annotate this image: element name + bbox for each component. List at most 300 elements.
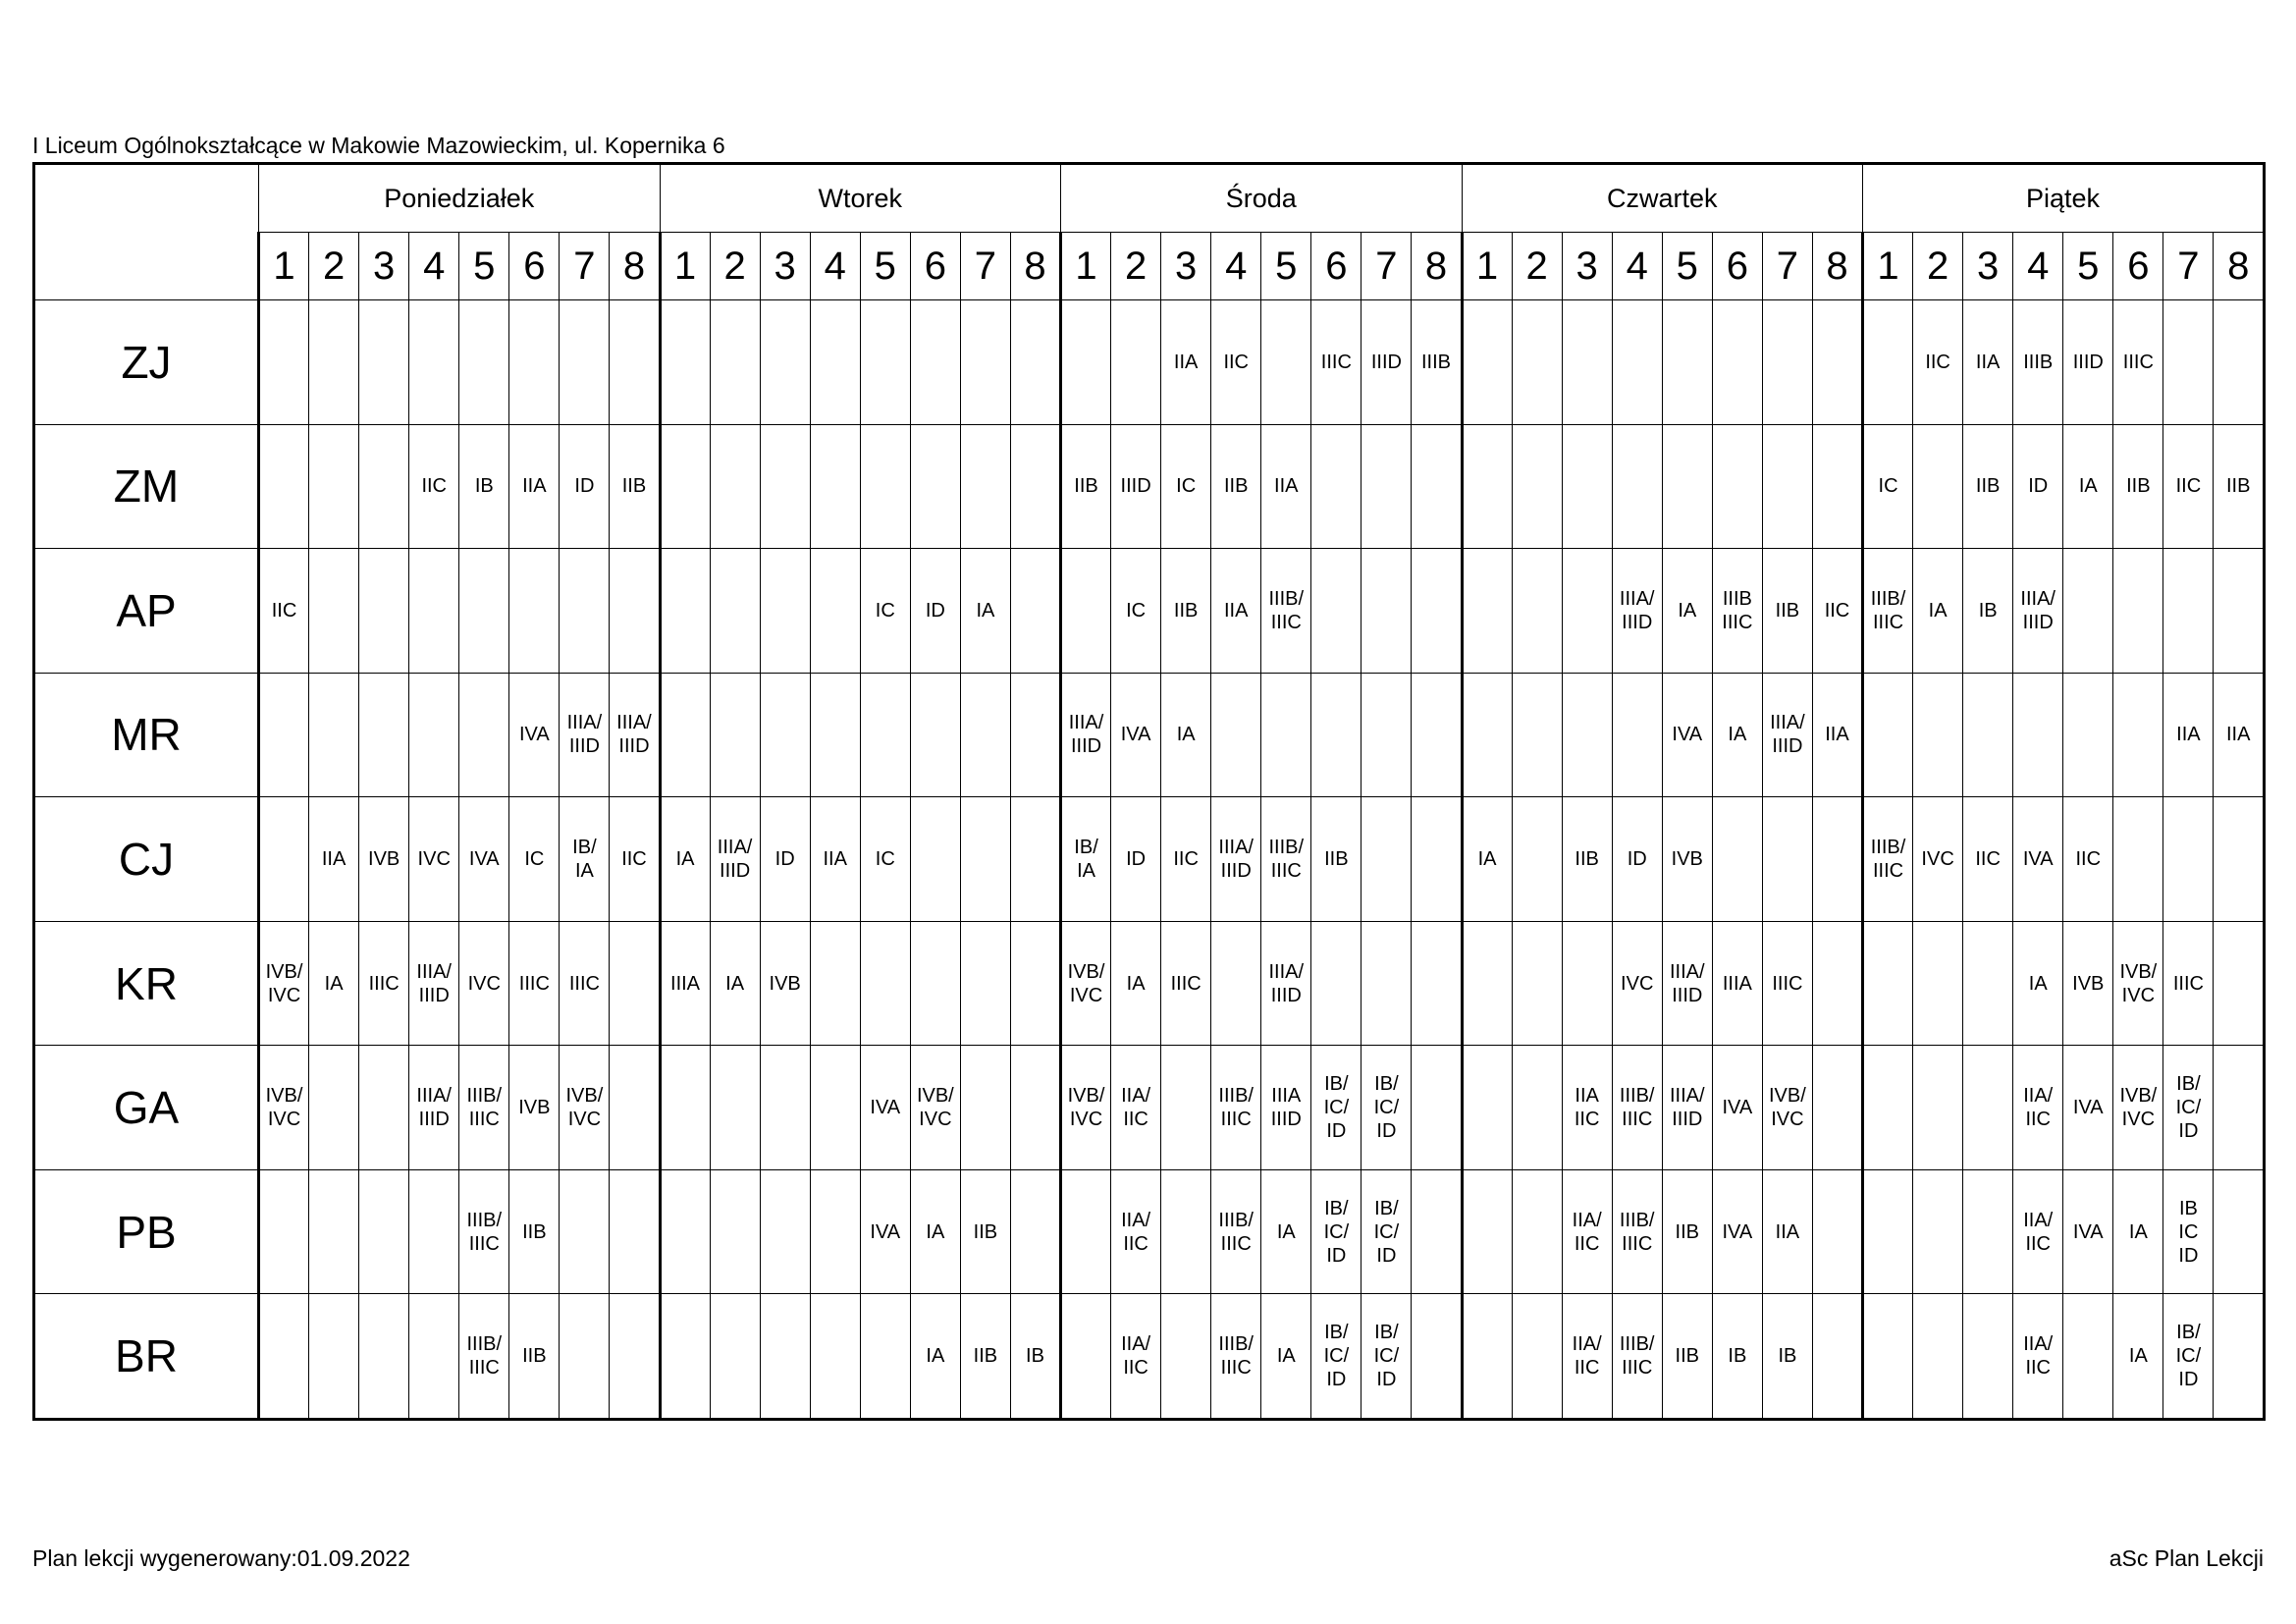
lesson-cell <box>610 424 660 549</box>
lesson-cell <box>1311 300 1362 425</box>
lesson-class: IB/ IC/ ID <box>1373 1322 1400 1391</box>
lesson-cell <box>860 921 910 1046</box>
period-number: 5 <box>2063 233 2113 300</box>
lesson-cell <box>960 1169 1010 1294</box>
lesson-cell <box>1562 424 1612 549</box>
period-number: 2 <box>1512 233 1562 300</box>
period-number: 7 <box>1362 233 1412 300</box>
lesson-cell <box>1462 424 1512 549</box>
lesson-cell <box>1812 549 1862 674</box>
lesson-cell <box>610 1046 660 1170</box>
lesson-class: IIIA/ IIID <box>1218 836 1254 882</box>
lesson-cell <box>860 300 910 425</box>
lesson-cell <box>1211 921 1261 1046</box>
lesson-cell <box>1863 1046 1913 1170</box>
lesson-cell <box>1061 1169 1111 1294</box>
lesson-cell <box>1712 549 1762 674</box>
period-number: 8 <box>1412 233 1462 300</box>
lesson-cell <box>1261 424 1311 549</box>
lesson-class: IB <box>1978 599 1998 622</box>
lesson-cell <box>309 797 359 922</box>
day-header: Piątek <box>1863 164 2265 233</box>
lesson-cell <box>1311 1046 1362 1170</box>
lesson-cell <box>1863 921 1913 1046</box>
lesson-cell <box>509 300 560 425</box>
lesson-class: IC <box>524 847 545 870</box>
period-number: 1 <box>259 233 309 300</box>
lesson-class: IA <box>1678 599 1697 622</box>
lesson-cell <box>760 1046 810 1170</box>
lesson-cell <box>860 797 910 922</box>
lesson-cell <box>960 300 1010 425</box>
lesson-cell <box>409 424 459 549</box>
lesson-cell <box>409 1294 459 1420</box>
lesson-class: IIC <box>1925 351 1950 373</box>
lesson-class: IA <box>1176 724 1196 746</box>
period-number: 5 <box>1662 233 1712 300</box>
lesson-cell <box>2113 1169 2163 1294</box>
lesson-class: IIB <box>2126 475 2151 498</box>
lesson-cell <box>309 673 359 797</box>
lesson-class: IIIA/ IIID <box>1669 1085 1705 1131</box>
lesson-class: IIIC <box>1320 351 1352 373</box>
period-number: 5 <box>860 233 910 300</box>
lesson-class: IVB/ IVC <box>565 1085 604 1131</box>
lesson-cell <box>1712 300 1762 425</box>
lesson-cell <box>1812 1169 1862 1294</box>
lesson-cell <box>860 549 910 674</box>
lesson-cell <box>2214 549 2265 674</box>
lesson-cell <box>1963 797 2013 922</box>
lesson-cell <box>1812 1294 1862 1420</box>
lesson-cell <box>1812 921 1862 1046</box>
period-header-row <box>34 233 2265 300</box>
lesson-cell <box>1863 300 1913 425</box>
lesson-cell <box>1612 1294 1662 1420</box>
lesson-cell <box>2063 673 2113 797</box>
lesson-cell <box>1662 797 1712 922</box>
lesson-class: IB/ IA <box>572 836 597 882</box>
lesson-cell <box>810 549 860 674</box>
lesson-class: IIB <box>522 1220 547 1243</box>
lesson-cell <box>710 549 760 674</box>
lesson-class: IIIA/ IIID <box>717 836 753 882</box>
lesson-cell <box>1662 673 1712 797</box>
lesson-class: IIB <box>1223 475 1249 498</box>
lesson-cell <box>710 1294 760 1420</box>
lesson-cell <box>1311 1294 1362 1420</box>
period-number: 4 <box>409 233 459 300</box>
lesson-cell <box>1010 921 1060 1046</box>
lesson-cell <box>1963 1046 2013 1170</box>
lesson-cell <box>1061 300 1111 425</box>
lesson-cell <box>1612 549 1662 674</box>
lesson-cell <box>459 549 509 674</box>
lesson-cell <box>1010 549 1060 674</box>
lesson-cell <box>1863 1294 1913 1420</box>
lesson-cell <box>910 921 960 1046</box>
lesson-cell <box>1362 549 1412 674</box>
lesson-cell <box>1211 1294 1261 1420</box>
lesson-class: IIC <box>621 847 647 870</box>
lesson-class: IIIB/ IIIC <box>1218 1333 1254 1380</box>
lesson-class: IB/ IC/ ID <box>1373 1073 1400 1143</box>
lesson-cell <box>860 673 910 797</box>
timetable <box>32 162 2266 1421</box>
lesson-class: IIIB/ IIIC <box>466 1209 503 1255</box>
lesson-cell <box>2113 300 2163 425</box>
lesson-cell <box>1161 424 1211 549</box>
lesson-class: IIB <box>2225 475 2251 498</box>
lesson-cell <box>660 424 710 549</box>
lesson-cell <box>309 1294 359 1420</box>
lesson-cell <box>860 1046 910 1170</box>
lesson-class: IIA/ IIC <box>1572 1333 1602 1380</box>
lesson-cell <box>1462 673 1512 797</box>
lesson-cell <box>1512 1046 1562 1170</box>
lesson-cell <box>1010 1294 1060 1420</box>
period-number: 6 <box>2113 233 2163 300</box>
lesson-cell <box>1662 424 1712 549</box>
lesson-cell <box>2113 549 2163 674</box>
lesson-class: IIID <box>1120 475 1151 498</box>
lesson-cell <box>2013 424 2063 549</box>
lesson-cell <box>409 673 459 797</box>
lesson-class: IA <box>1928 599 1948 622</box>
lesson-class: IIC <box>2075 847 2102 870</box>
lesson-cell <box>1562 1294 1612 1420</box>
lesson-class: IIIA/ IIID <box>1068 712 1104 758</box>
period-number: 3 <box>359 233 409 300</box>
corner-cell <box>34 164 259 300</box>
lesson-cell <box>259 1046 309 1170</box>
lesson-cell <box>710 921 760 1046</box>
teacher-row <box>34 797 2265 922</box>
lesson-cell <box>1211 549 1261 674</box>
lesson-class: IIB <box>1324 847 1349 870</box>
lesson-cell <box>259 424 309 549</box>
lesson-class: IVA <box>468 847 500 870</box>
period-number: 2 <box>1913 233 1963 300</box>
lesson-cell <box>760 424 810 549</box>
lesson-cell <box>1211 673 1261 797</box>
lesson-cell <box>2013 1294 2063 1420</box>
lesson-cell <box>810 921 860 1046</box>
lesson-cell <box>710 673 760 797</box>
lesson-cell <box>1963 549 2013 674</box>
lesson-class: IB/ IC/ ID <box>2175 1073 2202 1143</box>
lesson-cell <box>1412 797 1462 922</box>
lesson-cell <box>660 1294 710 1420</box>
lesson-cell <box>960 424 1010 549</box>
lesson-cell <box>1462 1169 1512 1294</box>
lesson-cell <box>610 1169 660 1294</box>
lesson-cell <box>1462 797 1512 922</box>
lesson-cell <box>1061 797 1111 922</box>
lesson-cell <box>509 1169 560 1294</box>
teacher-label: ZM <box>34 424 259 549</box>
lesson-class: IIC <box>1975 847 2001 870</box>
lesson-cell <box>910 300 960 425</box>
lesson-cell <box>710 797 760 922</box>
lesson-class: IIA <box>1173 351 1199 373</box>
lesson-class: IIA/ IIC <box>1121 1085 1151 1131</box>
lesson-class: IVB/ IVC <box>265 1085 303 1131</box>
lesson-cell <box>960 1294 1010 1420</box>
lesson-cell <box>409 549 459 674</box>
teacher-row <box>34 549 2265 674</box>
lesson-cell <box>2214 1169 2265 1294</box>
lesson-cell <box>459 921 509 1046</box>
lesson-cell <box>710 300 760 425</box>
lesson-cell <box>1362 424 1412 549</box>
lesson-class: IA <box>2028 972 2048 995</box>
lesson-cell <box>2013 673 2063 797</box>
lesson-cell <box>910 424 960 549</box>
lesson-class: IVC <box>1621 972 1654 995</box>
lesson-cell <box>1913 300 1963 425</box>
lesson-class: IVA <box>2022 847 2054 870</box>
lesson-cell <box>359 1169 409 1294</box>
lesson-cell <box>309 549 359 674</box>
period-number: 1 <box>660 233 710 300</box>
teacher-row <box>34 424 2265 549</box>
lesson-cell <box>1963 300 2013 425</box>
lesson-cell <box>1161 921 1211 1046</box>
lesson-cell <box>509 921 560 1046</box>
lesson-cell <box>1712 1046 1762 1170</box>
lesson-cell <box>1362 673 1412 797</box>
lesson-cell <box>259 1294 309 1420</box>
lesson-class: IIA/ IIC <box>1572 1209 1602 1255</box>
lesson-cell <box>2113 921 2163 1046</box>
lesson-cell <box>1662 921 1712 1046</box>
lesson-cell <box>1462 1046 1512 1170</box>
lesson-cell <box>560 921 610 1046</box>
lesson-class: IVB/ IVC <box>916 1085 954 1131</box>
lesson-cell <box>2214 1294 2265 1420</box>
lesson-cell <box>1211 1046 1261 1170</box>
lesson-cell <box>860 1294 910 1420</box>
lesson-cell <box>1612 673 1662 797</box>
lesson-cell <box>509 549 560 674</box>
period-number: 6 <box>1712 233 1762 300</box>
lesson-class: IA <box>926 1345 945 1368</box>
lesson-cell <box>560 797 610 922</box>
lesson-class: IVB <box>2072 972 2105 995</box>
lesson-class: IIA/ IIC <box>2023 1085 2054 1131</box>
lesson-cell <box>1562 1169 1612 1294</box>
lesson-cell <box>760 300 810 425</box>
lesson-cell <box>259 1169 309 1294</box>
lesson-cell <box>1261 673 1311 797</box>
lesson-cell <box>660 797 710 922</box>
lesson-class: IIIA/ IIID <box>416 1085 452 1131</box>
period-number: 2 <box>309 233 359 300</box>
lesson-cell <box>560 424 610 549</box>
period-number: 4 <box>1211 233 1261 300</box>
lesson-class: IIC <box>1173 847 1199 870</box>
lesson-cell <box>1111 921 1161 1046</box>
lesson-class: IIB <box>1675 1220 1699 1243</box>
lesson-cell <box>1963 1169 2013 1294</box>
lesson-cell <box>610 300 660 425</box>
lesson-class: IC <box>1126 599 1147 622</box>
lesson-cell <box>459 673 509 797</box>
lesson-cell <box>810 797 860 922</box>
lesson-class: ID <box>1126 847 1147 870</box>
lesson-cell <box>459 797 509 922</box>
lesson-cell <box>2163 424 2214 549</box>
lesson-cell <box>1462 921 1512 1046</box>
lesson-class: IIA <box>522 475 547 498</box>
lesson-cell <box>2063 1169 2113 1294</box>
lesson-cell <box>1963 1294 2013 1420</box>
lesson-class: IIIB/ IIIC <box>1619 1333 1655 1380</box>
lesson-cell <box>560 549 610 674</box>
lesson-class: IVB <box>518 1097 551 1119</box>
lesson-cell <box>409 300 459 425</box>
lesson-class: IIIC <box>518 972 550 995</box>
lesson-cell <box>760 673 810 797</box>
lesson-cell <box>1812 797 1862 922</box>
lesson-cell <box>1211 797 1261 922</box>
lesson-class: IIA IIC <box>1574 1085 1600 1131</box>
lesson-class: IIA/ IIC <box>2023 1209 2054 1255</box>
lesson-cell <box>1612 424 1662 549</box>
lesson-cell <box>960 797 1010 922</box>
lesson-cell <box>1712 424 1762 549</box>
lesson-cell <box>610 1294 660 1420</box>
lesson-cell <box>1362 1169 1412 1294</box>
lesson-class: IVB <box>1671 847 1703 870</box>
lesson-cell <box>1261 797 1311 922</box>
period-number: 5 <box>459 233 509 300</box>
lesson-cell <box>459 1294 509 1420</box>
period-number: 3 <box>1963 233 2013 300</box>
lesson-class: ID <box>925 599 945 622</box>
lesson-class: IB <box>474 475 494 498</box>
lesson-cell <box>409 797 459 922</box>
lesson-cell <box>1913 921 1963 1046</box>
lesson-cell <box>1311 1169 1362 1294</box>
teacher-label: BR <box>34 1294 259 1420</box>
lesson-cell <box>2063 300 2113 425</box>
lesson-class: IA <box>2078 475 2098 498</box>
lesson-class: IIC <box>271 599 297 622</box>
lesson-cell <box>1462 300 1512 425</box>
lesson-cell <box>1913 1294 1963 1420</box>
lesson-cell <box>660 549 710 674</box>
lesson-class: IIA <box>1775 1220 1800 1243</box>
lesson-cell <box>1311 797 1362 922</box>
lesson-cell <box>259 673 309 797</box>
lesson-cell <box>810 673 860 797</box>
lesson-cell <box>1462 549 1512 674</box>
lesson-cell <box>2163 1169 2214 1294</box>
lesson-cell <box>1512 549 1562 674</box>
lesson-cell <box>2163 549 2214 674</box>
lesson-cell <box>910 1294 960 1420</box>
lesson-class: IB/ IC/ ID <box>1373 1197 1400 1267</box>
lesson-class: IA <box>725 972 745 995</box>
lesson-cell <box>2214 921 2265 1046</box>
lesson-class: IB/ IC/ ID <box>1323 1197 1350 1267</box>
lesson-cell <box>1612 797 1662 922</box>
lesson-cell <box>1412 1294 1462 1420</box>
lesson-cell <box>1863 1169 1913 1294</box>
period-number: 2 <box>1111 233 1161 300</box>
lesson-cell <box>309 921 359 1046</box>
period-number: 7 <box>560 233 610 300</box>
lesson-cell <box>259 300 309 425</box>
teacher-row <box>34 921 2265 1046</box>
lesson-class: IB <box>1026 1345 1044 1368</box>
lesson-class: IB/ IC/ ID <box>1323 1322 1350 1391</box>
lesson-cell <box>2113 1294 2163 1420</box>
lesson-cell <box>910 797 960 922</box>
lesson-class: IA <box>1126 972 1146 995</box>
lesson-cell <box>760 921 810 1046</box>
lesson-cell <box>2163 921 2214 1046</box>
lesson-class: IIIB/ IIIC <box>1218 1209 1254 1255</box>
lesson-cell <box>1362 797 1412 922</box>
lesson-class: ID <box>1627 847 1647 870</box>
lesson-cell <box>1412 673 1462 797</box>
lesson-cell <box>2214 673 2265 797</box>
lesson-cell <box>459 424 509 549</box>
lesson-class: IVA <box>1722 1220 1753 1243</box>
lesson-cell <box>1562 1046 1612 1170</box>
lesson-cell <box>810 1294 860 1420</box>
period-number: 2 <box>710 233 760 300</box>
lesson-class: IIB <box>973 1345 998 1368</box>
lesson-cell <box>359 424 409 549</box>
lesson-cell <box>1311 921 1362 1046</box>
lesson-cell <box>1712 673 1762 797</box>
lesson-cell <box>1812 1046 1862 1170</box>
lesson-cell <box>1261 300 1311 425</box>
lesson-cell <box>960 673 1010 797</box>
lesson-class: IVB <box>368 847 400 870</box>
lesson-class: IA <box>675 847 695 870</box>
lesson-class: IVB/ IVC <box>265 960 303 1006</box>
lesson-cell <box>810 1046 860 1170</box>
teacher-label: MR <box>34 673 259 797</box>
day-header: Wtorek <box>660 164 1061 233</box>
lesson-class: ID <box>774 847 795 870</box>
lesson-cell <box>1111 549 1161 674</box>
lesson-class: IIIA <box>1722 972 1752 995</box>
lesson-class: IIA <box>321 847 347 870</box>
lesson-class: IVB/ IVC <box>1769 1085 1806 1131</box>
lesson-class: IIIB/ IIIC <box>1268 836 1305 882</box>
lesson-cell <box>2113 1046 2163 1170</box>
lesson-class: IIA <box>1223 599 1249 622</box>
lesson-class: IVA <box>870 1220 901 1243</box>
lesson-cell <box>1512 1169 1562 1294</box>
lesson-cell <box>1111 1169 1161 1294</box>
lesson-cell <box>309 424 359 549</box>
lesson-cell <box>1662 1294 1712 1420</box>
lesson-cell <box>710 1169 760 1294</box>
lesson-cell <box>1913 797 1963 922</box>
lesson-cell <box>359 1294 409 1420</box>
lesson-cell <box>2214 424 2265 549</box>
lesson-class: IIA/ IIC <box>1121 1209 1151 1255</box>
period-number: 1 <box>1863 233 1913 300</box>
lesson-class: IC <box>1176 475 1197 498</box>
